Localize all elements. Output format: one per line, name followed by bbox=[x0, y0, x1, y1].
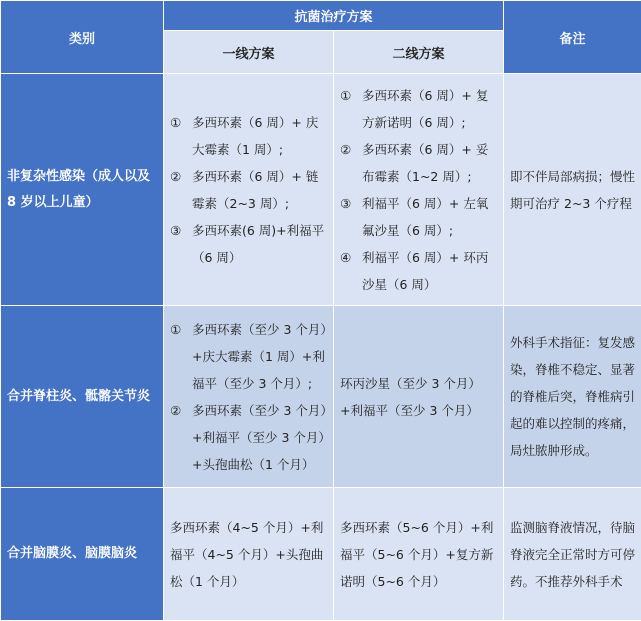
second-line-cell bbox=[334, 74, 504, 306]
item-text: 多西环素(6 周)+利福平（6 周） bbox=[192, 217, 327, 271]
first-line-cell bbox=[164, 74, 334, 306]
item-text: 多西环素（至少 3 个月）+利福平（至少 3 个月）+头孢曲松（1 个月） bbox=[192, 397, 327, 478]
row-category: 合并脊柱炎、骶髂关节炎 bbox=[1, 306, 164, 488]
item-text: 利福平（6 周）+ 左氧氟沙星（6 周）; bbox=[362, 190, 497, 244]
item-text: 多西环素（6 周）+ 链霉素（2~3 周）; bbox=[192, 163, 327, 217]
remarks-cell: 外科手术指征：复发感染，脊椎不稳定、显著的脊椎后突，脊椎病引起的难以控制的疼痛，局灶脓肿形成。 bbox=[504, 306, 641, 488]
row-category: 合并脑膜炎、脑膜脑炎 bbox=[1, 488, 164, 621]
item-number: ① bbox=[170, 316, 192, 343]
list-item bbox=[170, 163, 327, 217]
second-line-cell: 环丙沙星（至少 3 个月）+利福平（至少 3 个月） bbox=[334, 306, 504, 488]
table-row bbox=[1, 488, 641, 621]
first-line-cell: 多西环素（4~5 个月）+利福平（4~5 个月）+头孢曲松（1 个月） bbox=[164, 488, 334, 621]
list-item bbox=[170, 109, 327, 163]
item-text: 多西环素（6 周）+ 妥布霉素（1~2 周）; bbox=[362, 136, 497, 190]
row-category: 非复杂性感染（成人以及 8 岁以上儿童） bbox=[1, 74, 164, 306]
item-number: ④ bbox=[340, 244, 362, 271]
item-number: ② bbox=[170, 397, 192, 424]
list-item bbox=[340, 136, 497, 190]
item-text: 多西环素（6 周）+ 复方新诺明（6 周）; bbox=[362, 82, 497, 136]
header-treatment: 抗菌治疗方案 bbox=[164, 1, 504, 31]
list-item bbox=[170, 316, 327, 397]
header-first-line: 一线方案 bbox=[164, 31, 334, 74]
item-text: 多西环素（至少 3 个月）+庆大霉素（1 周）+利福平（至少 3 个月）; bbox=[192, 316, 327, 397]
remarks-cell: 监测脑脊液情况，待脑脊液完全正常时方可停药。不推荐外科手术 bbox=[504, 488, 641, 621]
first-line-cell bbox=[164, 306, 334, 488]
header-category: 类别 bbox=[1, 1, 164, 74]
item-number: ② bbox=[340, 136, 362, 163]
remarks-cell: 即不伴局部病损；慢性期可治疗 2~3 个疗程 bbox=[504, 74, 641, 306]
item-number: ② bbox=[170, 163, 192, 190]
list-item bbox=[170, 397, 327, 478]
table-row bbox=[1, 74, 641, 306]
list-item bbox=[340, 244, 497, 298]
list-item bbox=[170, 217, 327, 271]
item-number: ① bbox=[170, 109, 192, 136]
item-number: ③ bbox=[170, 217, 192, 244]
item-number: ① bbox=[340, 82, 362, 109]
table-row bbox=[1, 306, 641, 488]
list-item bbox=[340, 82, 497, 136]
item-text: 利福平（6 周）+ 环丙沙星（6 周） bbox=[362, 244, 497, 298]
header-remarks: 备注 bbox=[504, 1, 641, 74]
item-text: 多西环素（6 周）+ 庆大霉素（1 周）; bbox=[192, 109, 327, 163]
item-number: ③ bbox=[340, 190, 362, 217]
second-line-cell: 多西环素（5~6 个月）+利福平（5~6 个月）+复方新诺明（5~6 个月） bbox=[334, 488, 504, 621]
list-item bbox=[340, 190, 497, 244]
header-second-line: 二线方案 bbox=[334, 31, 504, 74]
